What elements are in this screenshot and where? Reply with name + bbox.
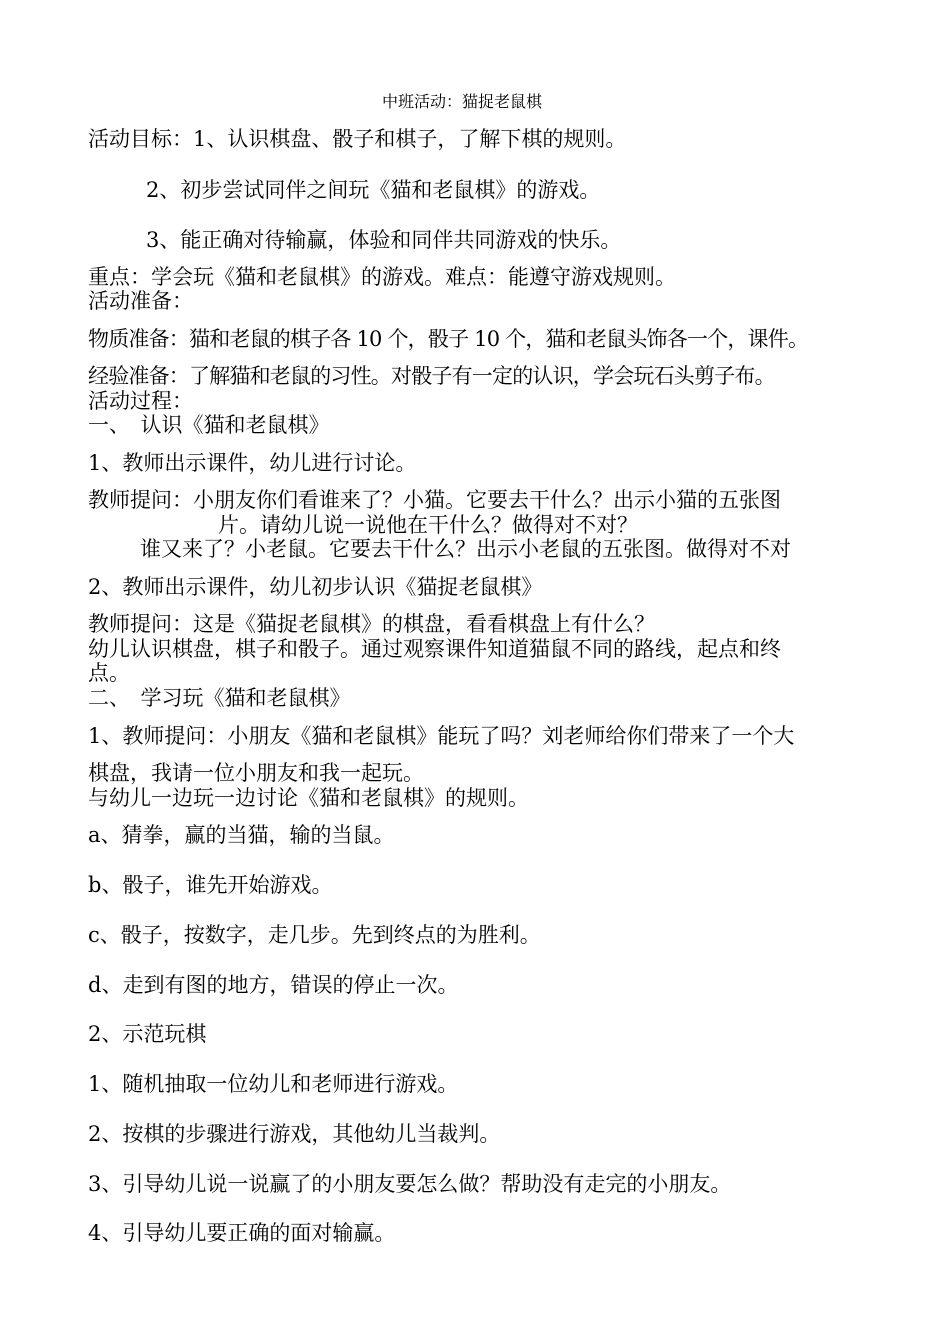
text-line: 4、引导幼儿要正确的面对输赢。 — [88, 1221, 396, 1245]
text-line: 1、教师出示课件，幼儿进行讨论。 — [88, 451, 417, 475]
text-line: d、走到有图的地方，错误的停止一次。 — [88, 973, 459, 997]
document-title: 中班活动：猫捉老鼠棋 — [382, 92, 543, 111]
text-line: 2、示范玩棋 — [88, 1022, 207, 1046]
text-line: 棋盘，我请一位小朋友和我一起玩。 — [88, 761, 424, 785]
text-line: 3、能正确对待输赢，体验和同伴共同游戏的快乐。 — [146, 228, 622, 252]
text-line: 重点：学会玩《猫和老鼠棋》的游戏。难点：能遵守游戏规则。 — [88, 265, 676, 289]
text-line: 1、随机抽取一位幼儿和老师进行游戏。 — [88, 1072, 459, 1096]
text-line: 与幼儿一边玩一边讨论《猫和老鼠棋》的规则。 — [88, 786, 529, 810]
section-heading: 一、 认识《猫和老鼠棋》 — [88, 413, 330, 437]
text-line: 片。请幼儿说一说他在干什么？做得对不对？ — [218, 513, 638, 537]
text-line: 经验准备：了解猫和老鼠的习性。对骰子有一定的认识，学会玩石头剪子布。 — [88, 364, 775, 388]
text-line: 点。 — [88, 661, 130, 685]
text-line: c、骰子，按数字，走几步。先到终点的为胜利。 — [88, 923, 541, 947]
text-line: 1、教师提问：小朋友《猫和老鼠棋》能玩了吗？刘老师给你们带来了一个大 — [88, 724, 795, 748]
text-line: 2、初步尝试同伴之间玩《猫和老鼠棋》的游戏。 — [146, 178, 601, 202]
section-heading: 二、 学习玩《猫和老鼠棋》 — [88, 686, 351, 710]
text-line: 活动过程： — [88, 389, 193, 413]
text-line: b、骰子，谁先开始游戏。 — [88, 873, 333, 897]
text-line: 谁又来了？小老鼠。它要去干什么？出示小老鼠的五张图。做得对不对 — [140, 537, 791, 561]
text-line: 幼儿认识棋盘，棋子和骰子。通过观察课件知道猫鼠不同的路线，起点和终 — [88, 637, 781, 661]
text-line: 教师提问：这是《猫捉老鼠棋》的棋盘，看看棋盘上有什么？ — [88, 612, 655, 636]
text-line: 2、按棋的步骤进行游戏，其他幼儿当裁判。 — [88, 1122, 501, 1146]
text-line: 物质准备：猫和老鼠的棋子各 10 个，骰子 10 个，猫和老鼠头饰各一个，课件。 — [88, 327, 809, 351]
text-line: 活动目标：1、认识棋盘、骰子和棋子，了解下棋的规则。 — [88, 127, 627, 151]
text-line: 3、引导幼儿说一说赢了的小朋友要怎么做？帮助没有走完的小朋友。 — [88, 1172, 732, 1196]
text-line: 教师提问：小朋友你们看谁来了？小猫。它要去干什么？出示小猫的五张图 — [88, 488, 781, 512]
text-line: a、猜拳，赢的当猫，输的当鼠。 — [88, 823, 395, 847]
text-line: 活动准备： — [88, 289, 193, 313]
text-line: 2、教师出示课件，幼儿初步认识《猫捉老鼠棋》 — [88, 575, 543, 599]
